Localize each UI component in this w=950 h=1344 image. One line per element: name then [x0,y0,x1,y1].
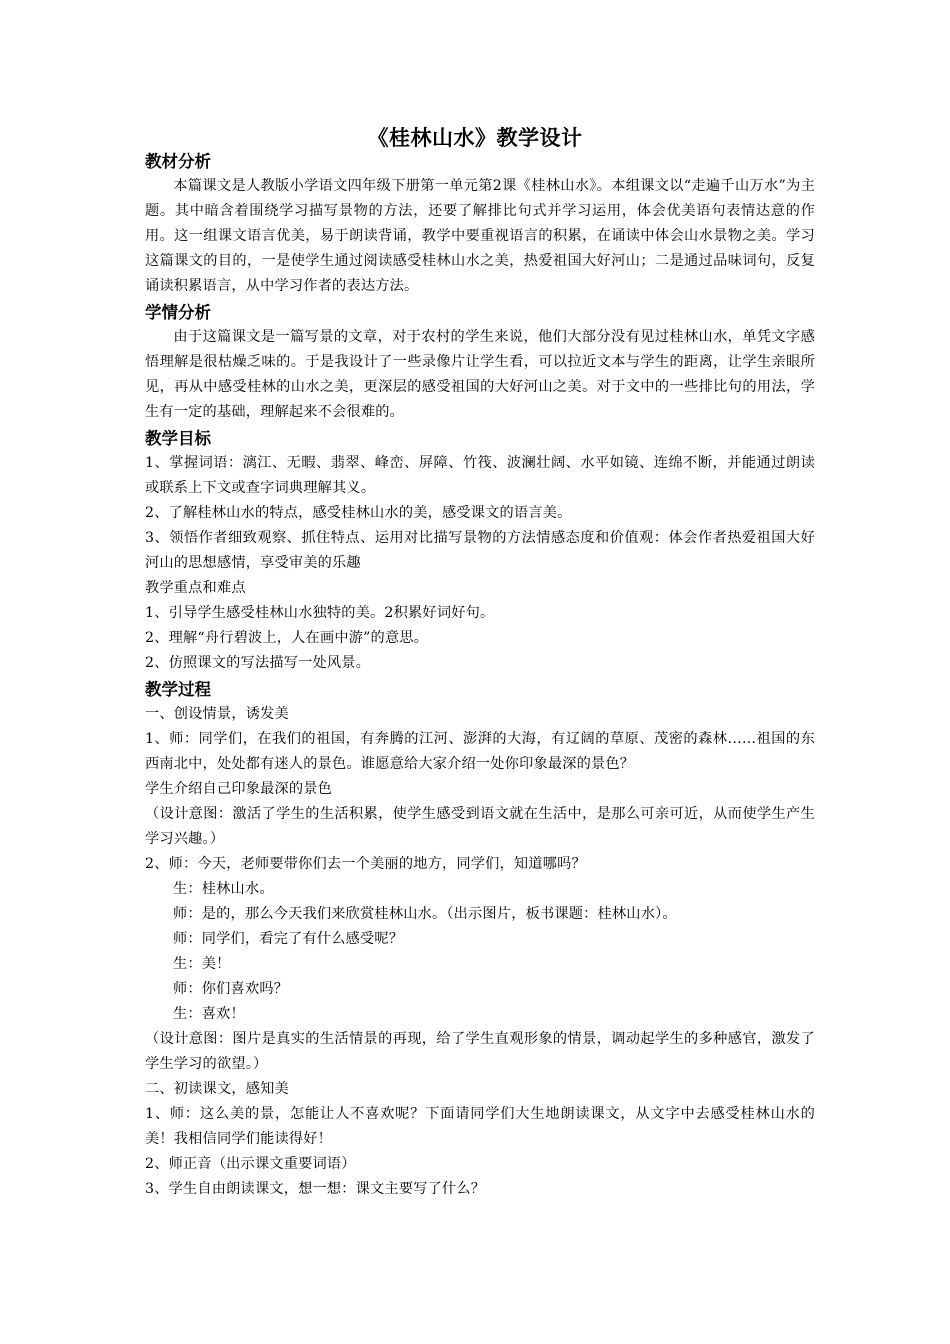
dialog-line: 师：你们喜欢吗？ [173,981,289,997]
process-paragraph: 3、学生自由朗读课文，想一想：课文主要写了什么？ [145,1181,486,1197]
heading-material-analysis: 教材分析 [145,152,211,171]
process-paragraph: 学生介绍自己印象最深的景色 [145,781,333,797]
design-intent-note: （设计意图：激活了学生的生活积累，使学生感受到语文就在生活中，是那么可亲可近，从而使学生产生学习兴趣。） [145,806,815,847]
process-paragraph: 1、师：这么美的景，怎能让人不喜欢呢？下面请同学们大生地朗读课文，从文字中去感受桂林山水的美！我相信同学们能读得好！ [145,1106,815,1147]
process-part-title: 二、初读课文，感知美 [145,1081,289,1097]
heading-student-analysis: 学情分析 [145,303,211,322]
key-point-item: 1、引导学生感受桂林山水独特的美。2积累好词好句。 [145,605,495,621]
paragraph-student-analysis: 由于这篇课文是一篇写景的文章，对于农村的学生来说，他们大部分没有见过桂林山水，单凭文字感悟理解是很枯燥乏味的。于是我设计了一些录像片让学生看，可以拉近文本与学生的距离，让学生亲眼所见，再从中感受桂林的山水之美，更深层的感受祖国的大好河山之美。对于文中的一些排比句的用法，学生有一定的基础，理解起来不会很难的。 [145,329,815,420]
dialog-line: 师：同学们，看完了有什么感受呢？ [173,931,404,947]
heading-teaching-goals: 教学目标 [145,429,211,448]
heading-key-points: 教学重点和难点 [145,580,246,596]
paragraph-material-analysis: 本篇课文是人教版小学语文四年级下册第一单元第2课《桂林山水》。本组课文以“走遍千山万水”为主题。其中暗含着围绕学习描写景物的方法，还要了解排比句式并学习运用，体会优美语句表情达意的作用。这一组课文语言优美，易于朗读背诵，教学中要重视语言的积累，在诵读中体会山水景物之美。学习这篇课文的目的，一是使学生通过阅读感受桂林山水之美，热爱祖国大好河山；二是通过品味词句，反复诵读积累语言，从中学习作者的表达方法。 [145,178,815,294]
process-paragraph: 2、师：今天，老师要带你们去一个美丽的地方，同学们，知道哪吗？ [145,856,586,872]
key-point-item: 2、理解“舟行碧波上，人在画中游”的意思。 [145,630,429,646]
goal-item: 2、了解桂林山水的特点，感受桂林山水的美，感受课文的语言美。 [145,505,572,521]
process-part-title: 一、创设情景，诱发美 [145,706,289,722]
document-body [145,150,815,1202]
design-intent-note: （设计意图：图片是真实的生活情景的再现，给了学生直观形象的情景，调动起学生的多种感官，激发了学生学习的欲望。） [145,1031,815,1072]
dialog-line: 生：桂林山水。 [173,881,274,897]
dialog-line: 生：美！ [173,956,231,972]
process-paragraph: 1、师：同学们，在我们的祖国，有奔腾的江河、澎湃的大海，有辽阔的草原、茂密的森林……祖国的东西南北中，处处都有迷人的景色。谁愿意给大家介绍一处你印象最深的景色？ [145,731,815,772]
dialog-line: 师：是的，那么今天我们来欣赏桂林山水。（出示图片，板书课题：桂林山水）。 [173,906,677,922]
heading-teaching-process: 教学过程 [145,680,211,699]
dialog-line: 生：喜欢！ [173,1006,245,1022]
goal-item: 1、掌握词语：漓江、无暇、翡翠、峰峦、屏障、竹筏、波澜壮阔、水平如镜、连绵不断，并能通过朗读或联系上下文或查字词典理解其义。 [145,455,815,496]
document-title: 《桂林山水》教学设计 [367,125,583,150]
key-point-item: 2、仿照课文的写法描写一处风景。 [145,655,371,671]
goal-item: 3、领悟作者细致观察、抓住特点、运用对比描写景物的方法情感态度和价值观：体会作者热爱祖国大好河山的思想感情，享受审美的乐趣 [145,530,815,571]
process-paragraph: 2、师正音（出示课文重要词语） [145,1156,356,1172]
